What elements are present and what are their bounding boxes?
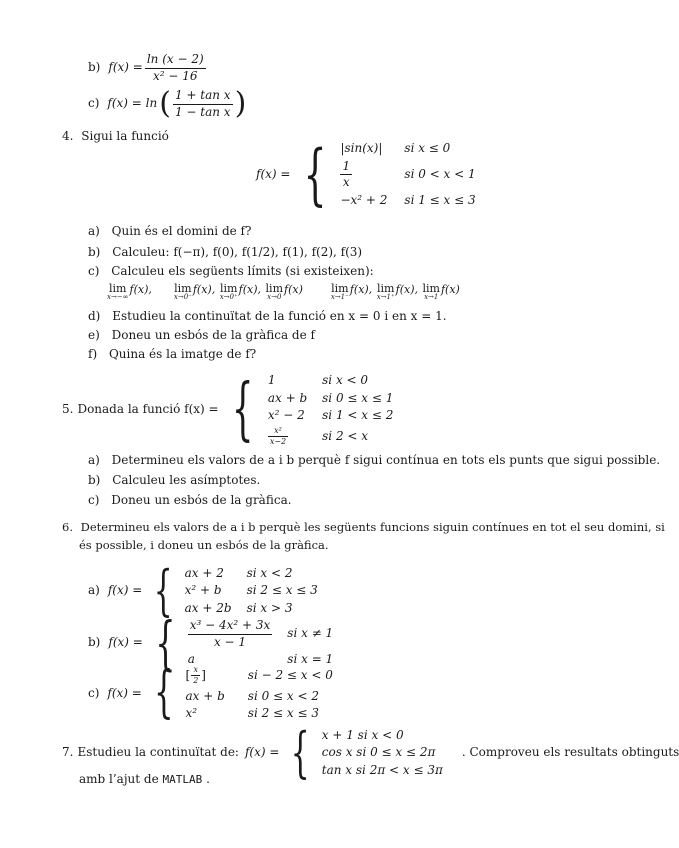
case-cond: si x ≤ 0: [404, 141, 451, 155]
numerator: x: [191, 665, 200, 676]
case-expr: ax + 2b: [184, 600, 232, 615]
lim-tail: f(x),: [129, 283, 152, 296]
case-cond: si 2 ≤ x ≤ 3: [246, 583, 318, 598]
item-label: b): [88, 473, 101, 487]
case-cond: si x < 0: [322, 373, 369, 387]
problem-text: Determineu els valors de a i b perquè les següents funcions siguin contínues en tot el seu domini, si: [80, 520, 665, 534]
lim-tail: f(x): [440, 283, 460, 296]
case-cond: si 0 ≤ x ≤ 1: [322, 390, 394, 405]
case-expr: a: [187, 652, 195, 667]
fraction: [173, 88, 233, 120]
problem-4-intro: [62, 129, 169, 145]
limit: [107, 283, 129, 302]
fraction: [340, 159, 352, 191]
item-text: Calculeu els següents límits (si existeixen):: [111, 264, 374, 278]
item-label: d): [88, 309, 101, 323]
left-brace: {: [303, 135, 328, 213]
item-label: c): [88, 264, 100, 278]
problem-4-item-f: [88, 347, 256, 363]
problem-text: Donada la funció f(x) =: [77, 402, 219, 417]
function-lhs: f(x) =: [108, 60, 143, 75]
problem-number: 5.: [62, 402, 74, 417]
item-label: a): [88, 453, 100, 467]
case-cond: si 2 < x: [322, 428, 369, 443]
item-text: Calculeu: f(−π), f(0), f(1/2), f(1), f(2), f(3): [112, 245, 363, 259]
problem-4-item-d: [88, 309, 447, 325]
problem-number: 6.: [62, 520, 73, 534]
problem-7-line2: [79, 772, 210, 788]
item-label: b): [88, 245, 101, 259]
item-text: Determineu els valors de a i b perquè f sigui contínua en tots els punts que sigui possible.: [111, 453, 661, 467]
case-cond: si x < 2: [246, 565, 293, 580]
item-label: a): [88, 224, 100, 238]
floor-expr: [186, 665, 206, 687]
lim-subscript: x→1⁺: [376, 293, 395, 301]
case: x + 1 si x < 0: [321, 727, 404, 742]
problem-6-intro: [62, 520, 665, 535]
problem-6a: [88, 559, 323, 622]
limit: [174, 283, 192, 302]
piecewise-cases: [266, 372, 399, 449]
case-cond: si 1 < x ≤ 2: [322, 408, 394, 423]
lim-text: lim: [265, 282, 283, 295]
problem-6-intro-line2: és possible, i doneu un esbós de la gràfica.: [79, 538, 329, 552]
denominator: x: [342, 175, 350, 190]
problem-text: Estudieu la continuïtat de:: [77, 745, 239, 760]
limit: [377, 283, 395, 302]
problem-4-item-e: [88, 328, 315, 344]
denominator: x−2: [269, 437, 287, 447]
case-expr: |sin(x)|: [340, 141, 383, 155]
limit: [423, 283, 440, 302]
case-expr: 1: [267, 373, 276, 387]
lim-text: lim: [376, 282, 395, 295]
function-lhs: f(x) =: [107, 685, 142, 700]
problem-4-limits: [106, 283, 460, 302]
problem-number: 7.: [62, 745, 74, 760]
case-expr: x² + b: [184, 583, 222, 598]
lim-subscript: x→−∞: [107, 293, 129, 301]
problem-5-item-a: [88, 453, 660, 469]
problem-6c: [88, 660, 338, 726]
case-expr: ax + b: [267, 390, 308, 405]
lim-text: lim: [331, 282, 349, 295]
item-label: c): [88, 493, 100, 507]
fraction: [145, 52, 206, 84]
piecewise-cases: [338, 140, 480, 209]
case-expr: ax + 2: [184, 565, 224, 580]
problem-4-item-a: [88, 224, 251, 240]
case-cond: si x ≠ 1: [287, 626, 334, 641]
case-expr: x²: [185, 706, 198, 721]
item-text: Quin és el domini de f?: [111, 224, 252, 238]
limit: [220, 283, 238, 302]
problem-text-after: . Comproveu els resultats obtinguts: [461, 745, 679, 760]
denominator: 2: [193, 676, 199, 686]
lim-subscript: x→0⁻: [173, 293, 192, 301]
fraction: [188, 618, 273, 650]
problem-text: amb l’ajut de: [79, 772, 159, 786]
function-lhs: f(x) =: [108, 635, 143, 650]
problem-4-item-b: [88, 245, 362, 261]
case-cond: si x = 1: [287, 652, 334, 667]
numerator: x³ − 4x² + 3x: [188, 618, 273, 635]
lim-text: lim: [219, 282, 238, 295]
left-brace: {: [231, 370, 254, 450]
lim-subscript: x→0⁺: [219, 293, 238, 301]
lim-tail: f(x),: [192, 283, 216, 296]
left-paren: (: [159, 86, 171, 122]
left-brace: {: [291, 721, 311, 784]
problem-5-item-c: [88, 493, 292, 509]
left-brace: {: [154, 559, 173, 622]
problem-4-item-c: [88, 264, 374, 280]
case-cond: si 2 ≤ x ≤ 3: [247, 706, 320, 721]
case-cond: si − 2 ≤ x < 0: [247, 668, 333, 683]
lim-text: lim: [422, 282, 440, 295]
fraction: [268, 426, 288, 448]
denominator: x² − 16: [152, 68, 198, 83]
function-lhs: f(x) = ln: [107, 96, 158, 111]
left-brace: {: [153, 660, 174, 726]
item-label: c): [88, 96, 100, 111]
problem-3c: [88, 88, 246, 120]
lim-tail: f(x),: [349, 283, 373, 296]
limit: [331, 283, 349, 302]
problem-5-item-b: [88, 473, 260, 489]
item-label: a): [88, 583, 100, 598]
piecewise-cases: [320, 727, 448, 780]
case-expr: x² − 2: [267, 408, 305, 423]
problem-4-function: [256, 135, 481, 213]
case-expr: ax + b: [185, 688, 225, 703]
item-text: Calculeu les asímptotes.: [112, 473, 261, 487]
numerator: 1 + tan x: [173, 88, 233, 105]
item-label: f): [88, 347, 98, 361]
item-label: b): [88, 635, 101, 650]
lim-tail: f(x),: [395, 283, 419, 296]
numerator: ln (x − 2): [145, 52, 206, 69]
case: cos x si 0 ≤ x ≤ 2π: [321, 745, 436, 760]
left-brace: {: [155, 609, 176, 677]
case: tan x si 2π < x ≤ 3π: [321, 762, 443, 777]
item-label: c): [88, 685, 100, 700]
lim-tail: f(x),: [238, 283, 262, 296]
denominator: x − 1: [213, 634, 247, 649]
numerator: x²: [268, 426, 288, 437]
item-label: e): [88, 328, 100, 342]
lim-subscript: x→1: [424, 293, 439, 301]
function-lhs: f(x) =: [107, 583, 143, 598]
piecewise-cases: [186, 617, 338, 669]
floor-close: ]: [201, 668, 206, 683]
item-text: Doneu un esbós de la gràfica.: [111, 493, 292, 507]
denominator: 1 − tan x: [174, 104, 231, 119]
problem-3b: [88, 52, 208, 84]
item-text: Estudieu la continuïtat de la funció en x = 0 i en x = 1.: [112, 309, 447, 323]
item-text: Doneu un esbós de la gràfica de f: [111, 328, 315, 342]
lim-text: lim: [174, 282, 192, 295]
case-cond: si 0 < x < 1: [404, 166, 476, 181]
lim-subscript: x→0: [267, 293, 282, 301]
item-text: Quina és la imatge de f?: [108, 347, 257, 361]
matlab-code: MATLAB: [162, 773, 203, 786]
problem-text: Sigui la funció: [81, 129, 169, 143]
problem-5-function: [62, 372, 398, 449]
problem-number: 4.: [62, 129, 74, 143]
function-lhs: f(x) =: [256, 166, 291, 181]
numerator: 1: [340, 159, 352, 176]
item-label: b): [88, 60, 101, 75]
case-cond: si x > 3: [246, 600, 293, 615]
fraction: [191, 665, 200, 687]
case-cond: si 0 ≤ x < 2: [247, 688, 320, 703]
piecewise-cases: [183, 565, 323, 618]
right-paren: ): [234, 86, 247, 122]
function-lhs: f(x) =: [244, 745, 280, 760]
limit: [266, 283, 283, 302]
lim-tail: f(x): [284, 283, 303, 296]
lim-subscript: x→1⁻: [330, 293, 349, 301]
lim-text: lim: [109, 282, 127, 295]
piecewise-cases: [184, 664, 338, 723]
floor-open: [: [185, 668, 191, 683]
problem-text: .: [206, 772, 210, 786]
case-cond: si 1 ≤ x ≤ 3: [404, 192, 476, 207]
case-expr: −x² + 2: [340, 192, 388, 207]
